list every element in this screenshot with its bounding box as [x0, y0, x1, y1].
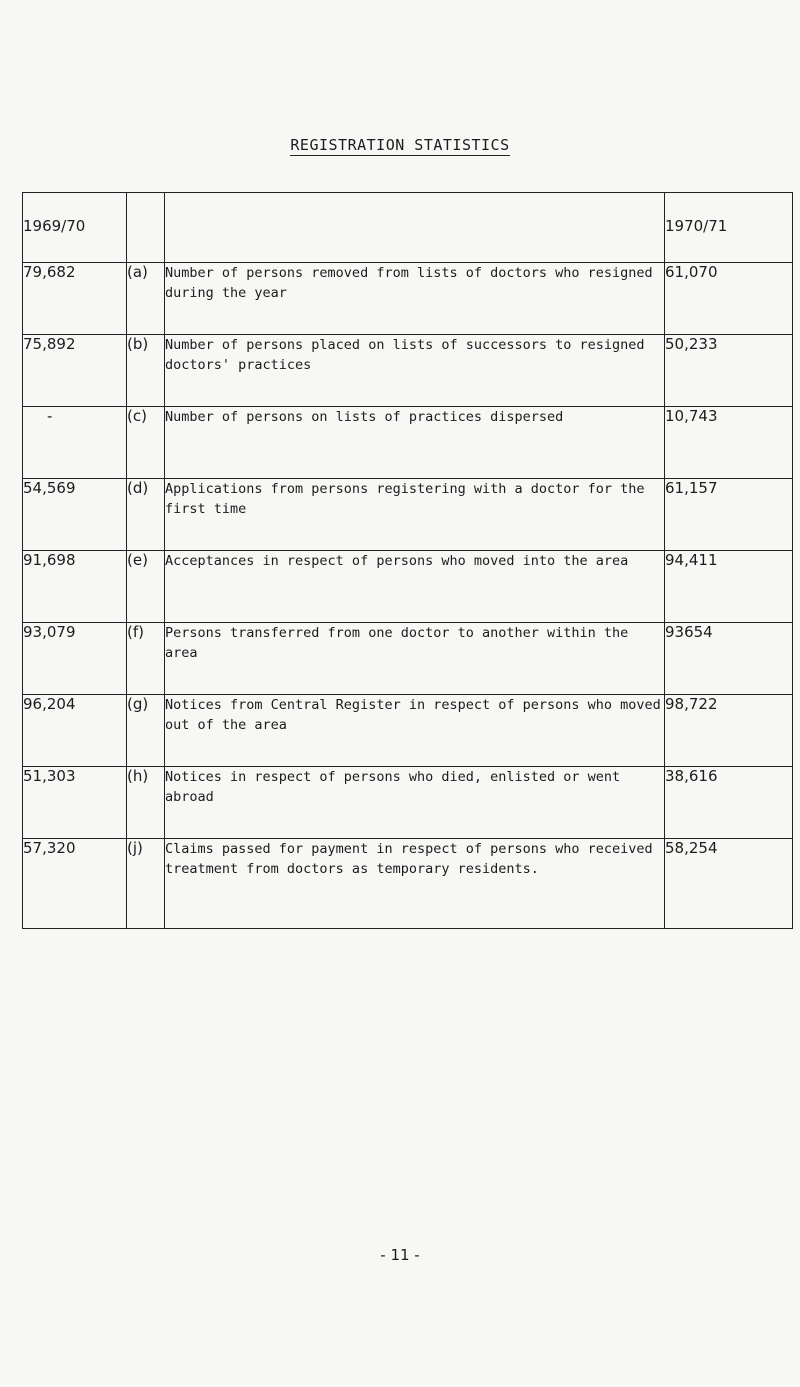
header-letter-cell	[127, 193, 165, 263]
table-row-a	[23, 263, 793, 335]
value-1969-70: 79,682	[23, 263, 127, 335]
value-1970-71: 61,070	[665, 263, 793, 335]
value-1970-71: 10,743	[665, 407, 793, 479]
row-description: Number of persons placed on lists of successors to resigned doctors' practices	[165, 335, 665, 407]
table-row-c	[23, 407, 793, 479]
row-letter: (f)	[127, 623, 165, 695]
value-1969-70: 96,204	[23, 695, 127, 767]
row-letter: (c)	[127, 407, 165, 479]
row-description: Claims passed for payment in respect of persons who received treatment from doctors as temporary residents.	[165, 839, 665, 929]
row-letter: (h)	[127, 767, 165, 839]
table-row-b	[23, 335, 793, 407]
header-year-1969-70: 1969/70	[23, 193, 127, 263]
value-1970-71: 50,233	[665, 335, 793, 407]
row-letter: (e)	[127, 551, 165, 623]
page-title-text: REGISTRATION STATISTICS	[290, 136, 510, 154]
row-letter: (b)	[127, 335, 165, 407]
value-1970-71: 93654	[665, 623, 793, 695]
header-description-cell	[165, 193, 665, 263]
page-title	[0, 136, 800, 154]
row-description: Notices in respect of persons who died, enlisted or went abroad	[165, 767, 665, 839]
value-1970-71: 58,254	[665, 839, 793, 929]
row-description: Notices from Central Register in respect of persons who moved out of the area	[165, 695, 665, 767]
table-row-h	[23, 767, 793, 839]
value-1969-70: 93,079	[23, 623, 127, 695]
row-description: Number of persons on lists of practices dispersed	[165, 407, 665, 479]
value-1969-70: 75,892	[23, 335, 127, 407]
row-letter: (g)	[127, 695, 165, 767]
row-description: Persons transferred from one doctor to another within the area	[165, 623, 665, 695]
row-letter: (j)	[127, 839, 165, 929]
table-header-row	[23, 193, 793, 263]
value-1970-71: 94,411	[665, 551, 793, 623]
registration-statistics-table	[22, 192, 793, 929]
value-1969-70: 51,303	[23, 767, 127, 839]
header-year-1970-71: 1970/71	[665, 193, 793, 263]
value-1970-71: 38,616	[665, 767, 793, 839]
row-description: Acceptances in respect of persons who moved into the area	[165, 551, 665, 623]
table-row-j	[23, 839, 793, 929]
value-1970-71: 98,722	[665, 695, 793, 767]
value-1969-70: -	[23, 407, 127, 479]
value-1970-71: 61,157	[665, 479, 793, 551]
row-description: Number of persons removed from lists of doctors who resigned during the year	[165, 263, 665, 335]
value-1969-70: 91,698	[23, 551, 127, 623]
table-row-f	[23, 623, 793, 695]
table-row-d	[23, 479, 793, 551]
page-number: - 11 -	[380, 1246, 420, 1264]
table-row-e	[23, 551, 793, 623]
value-1969-70: 57,320	[23, 839, 127, 929]
row-description: Applications from persons registering with a doctor for the first time	[165, 479, 665, 551]
row-letter: (a)	[127, 263, 165, 335]
table-row-g	[23, 695, 793, 767]
row-letter: (d)	[127, 479, 165, 551]
value-1969-70: 54,569	[23, 479, 127, 551]
